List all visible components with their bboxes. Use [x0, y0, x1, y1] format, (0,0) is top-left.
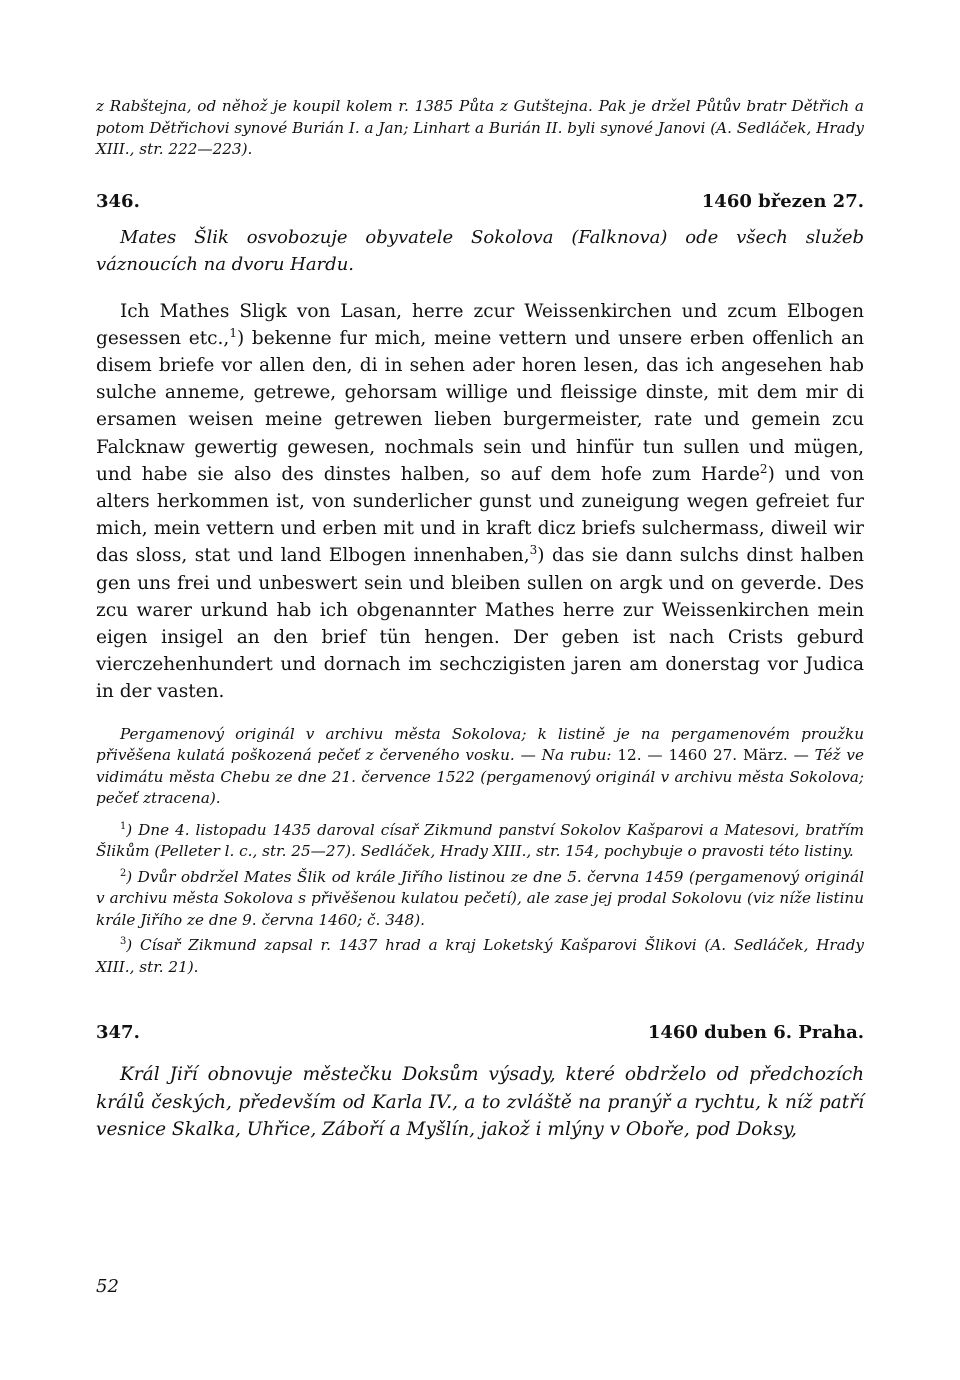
footnote-1-mark: 1: [120, 820, 127, 832]
doc-346-body-part-4: ) das sie dann sulchs dinst halben gen uns frei und unbeswert sein und bleiben sullen on argk und on geverde. Des zcu warer urkund hab ich obgenannter Mathes herre zur Weissenkirchen mein eigen insigel an den brief tün hengen. Der geben ist nach Crists geburd vierczehenhundert und dornach im sechczigisten jaren am donerstag vor Judica in der vasten.: [96, 545, 864, 703]
doc-346-source-note: [96, 724, 864, 810]
footnote-3: [96, 935, 864, 978]
footnote-1-text: ) Dne 4. listopadu 1435 daroval císař Zikmund panství Sokolov Kašparovi a Matesovi, bratřím Šlikům (Pelleter l. c., str. 25—27). Sedláček, Hrady XIII., str. 154, pochybuje o pravosti této listiny.: [96, 820, 864, 861]
footnote-ref-1: 1: [229, 325, 237, 340]
page-content: [96, 96, 864, 1144]
doc-346-number: 346.: [96, 190, 140, 212]
footnote-ref-2: 2: [759, 461, 768, 476]
doc-346-date: 1460 březen 27.: [701, 190, 864, 212]
doc-346-body: [96, 298, 864, 706]
doc-346-body-part-1: Ich Mathes Sligk von Lasan, herre zcur Weissenkirchen und zcum Elbogen gesessen etc.,: [96, 300, 864, 349]
page-number: 52: [96, 1276, 119, 1297]
source-note-part-2: 12. — 1460 27. März.: [611, 746, 788, 765]
doc-347-date: 1460 duben 6. Praha.: [647, 1022, 864, 1044]
doc-347-header: [96, 1022, 864, 1043]
doc-346-body-part-2: ) bekenne fur mich, meine vettern und unsere erben offenlich an disem briefe vor allen den, di in sehen ader horen lesen, das ich angesehen hab sulche anneme, getrewe, gehorsam willige und fleissige dinste, mit dem mir di ersamen weisen meine getrewen lieben burgermeister, rate und gemein zcu Falcknaw gewertig gewesen, nochmals sein und hinfür tun sullen und mügen, und habe sie also des dinstes halben, so auf dem hofe zum Harde: [96, 327, 864, 485]
footnote-1: [96, 820, 864, 863]
footnote-3-text: ) Císař Zikmund zapsal r. 1437 hrad a kraj Loketský Kašparovi Šlikovi (A. Sedláček, Hrady XIII., str. 21).: [96, 936, 864, 976]
intro-continuation: z Rabštejna, od něhož je koupil kolem r. 1385 Půta z Gutštejna. Pak je držel Půtův bratr Dětřich a potom Dětřichovi synové Burián I. a Jan; Linhart a Burián II. byli synové Janovi (A. Sedláček, Hrady XIII., str. 222—223).: [96, 97, 864, 158]
source-note-part-1: Pergamenový originál v archivu města Sokolova; k listině je na pergamenovém proužku přivěšena kulatá poškozená pečeť z červeného vosku. — Na rubu:: [96, 724, 864, 765]
footnote-ref-3: 3: [529, 543, 538, 558]
footnote-3-mark: 3: [120, 935, 127, 947]
doc-347-number: 347.: [96, 1022, 140, 1044]
doc-347-regest: Král Jiří obnovuje městečku Doksům výsady, které obdrželo od předchozích králů českých, především od Karla IV., a to zvláště na pranýř a rychtu, k níž patří vesnice Skalka, Uhřice, Záboří a Myšlín, jakož i mlýny v Oboře, pod Doksy,: [96, 1064, 864, 1141]
doc-346-body-part-3: ) und von alters herkommen ist, von sunderlicher gunst und zuneigung wegen gefreiet fur mich, mein vettern und erben mit und in kraft dicz briefs sulchermass, diweil wir das sloss, stat und land Elbogen innenhaben,: [96, 463, 865, 567]
doc-346-header: [96, 191, 864, 212]
doc-346-footnotes: [96, 820, 864, 979]
doc-346-regest: Mates Šlik osvobozuje obyvatele Sokolova (Falknova) ode všech služeb váznoucích na dvoru Hardu.: [96, 226, 864, 275]
footnote-2-mark: 2: [120, 867, 127, 879]
footnote-2-text: ) Dvůr obdržel Mates Šlik od krále Jiřího listinou ze dne 5. června 1459 (pergamenový originál v archivu města Sokolova s přivěšenou kulatou pečetí), ale zase jej prodal Sokolovu (viz níže listinu krále Jiřího ze dne 9. června 1460; č. 348).: [96, 867, 864, 929]
footnote-2: [96, 867, 864, 932]
source-note-part-3: — Též ve vidimátu města Chebu ze dne 21. července 1522 (pergamenový originál v archivu města Sokolova; pečeť ztracena).: [96, 746, 864, 808]
